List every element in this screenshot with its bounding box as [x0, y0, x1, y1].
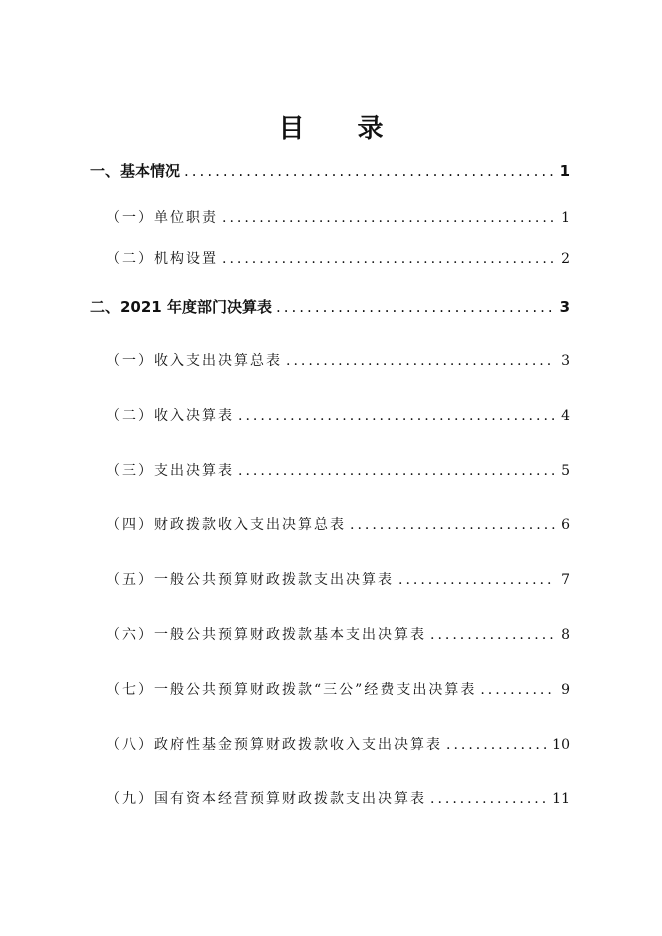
toc-leader-dots — [398, 572, 555, 588]
toc-page-number: 1 — [561, 210, 570, 226]
toc-leader-dots — [238, 463, 555, 479]
toc-entry-table-5[interactable] — [106, 569, 570, 589]
toc-page-number: 2 — [561, 251, 570, 267]
toc-page-number: 7 — [561, 572, 570, 588]
toc-entry-table-9[interactable] — [106, 788, 570, 808]
toc-entry-organization[interactable] — [106, 248, 570, 268]
toc-entry-label: （七）一般公共预算财政拨款“三公”经费支出决算表 — [106, 682, 477, 698]
page-title: 目 录 — [278, 114, 406, 144]
toc-leader-dots — [430, 627, 555, 643]
toc-entry-label: （六）一般公共预算财政拨款基本支出决算表 — [106, 627, 426, 643]
toc-leader-dots — [286, 353, 555, 369]
toc-entry-basic-info[interactable] — [90, 160, 570, 181]
toc-page-number: 4 — [561, 408, 570, 424]
toc-entry-label: （三）支出决算表 — [106, 463, 234, 479]
toc-entry-table-4[interactable] — [106, 514, 570, 534]
toc-entry-label: （八）政府性基金预算财政拨款收入支出决算表 — [106, 737, 442, 753]
toc-entry-label: （二）机构设置 — [106, 251, 218, 267]
toc-leader-dots — [430, 791, 546, 807]
toc-page-number: 6 — [561, 517, 570, 533]
toc-leader-dots — [480, 682, 555, 698]
toc-entry-label: （一）单位职责 — [106, 210, 218, 226]
toc-leader-dots — [350, 517, 555, 533]
toc-page-number: 10 — [552, 737, 570, 753]
toc-page-number: 3 — [561, 353, 570, 369]
toc-leader-dots — [222, 210, 555, 226]
toc-entry-table-8[interactable] — [106, 734, 570, 754]
toc-entry-label: （九）国有资本经营预算财政拨款支出决算表 — [106, 791, 426, 807]
toc-entry-label: （二）收入决算表 — [106, 408, 234, 424]
toc-page-number: 1 — [559, 162, 570, 180]
toc-leader-dots — [222, 251, 555, 267]
toc-entry-label: （一）收入支出决算总表 — [106, 353, 282, 369]
toc-leader-dots — [184, 162, 554, 180]
toc-entry-label: 二、2021 年度部门决算表 — [90, 298, 272, 316]
toc-page-number: 9 — [561, 682, 570, 698]
toc-entry-label: （五）一般公共预算财政拨款支出决算表 — [106, 572, 394, 588]
toc-entry-final-accounts[interactable] — [90, 296, 570, 317]
toc-entry-label: （四）财政拨款收入支出决算总表 — [106, 517, 346, 533]
toc-page-number: 3 — [559, 298, 570, 316]
toc-leader-dots — [238, 408, 555, 424]
toc-leader-dots — [276, 298, 554, 316]
toc-entry-label: 一、基本情况 — [90, 162, 181, 180]
toc-entry-table-6[interactable] — [106, 624, 570, 644]
toc-page-number: 5 — [561, 463, 570, 479]
toc-entry-table-2[interactable] — [106, 405, 570, 425]
toc-page-number: 11 — [552, 791, 570, 807]
toc-leader-dots — [446, 737, 546, 753]
toc-entry-unit-duties[interactable] — [106, 207, 570, 227]
toc-entry-table-1[interactable] — [106, 350, 570, 370]
toc-entry-table-3[interactable] — [106, 460, 570, 480]
toc-entry-table-7[interactable] — [106, 679, 570, 699]
toc-page-number: 8 — [561, 627, 570, 643]
